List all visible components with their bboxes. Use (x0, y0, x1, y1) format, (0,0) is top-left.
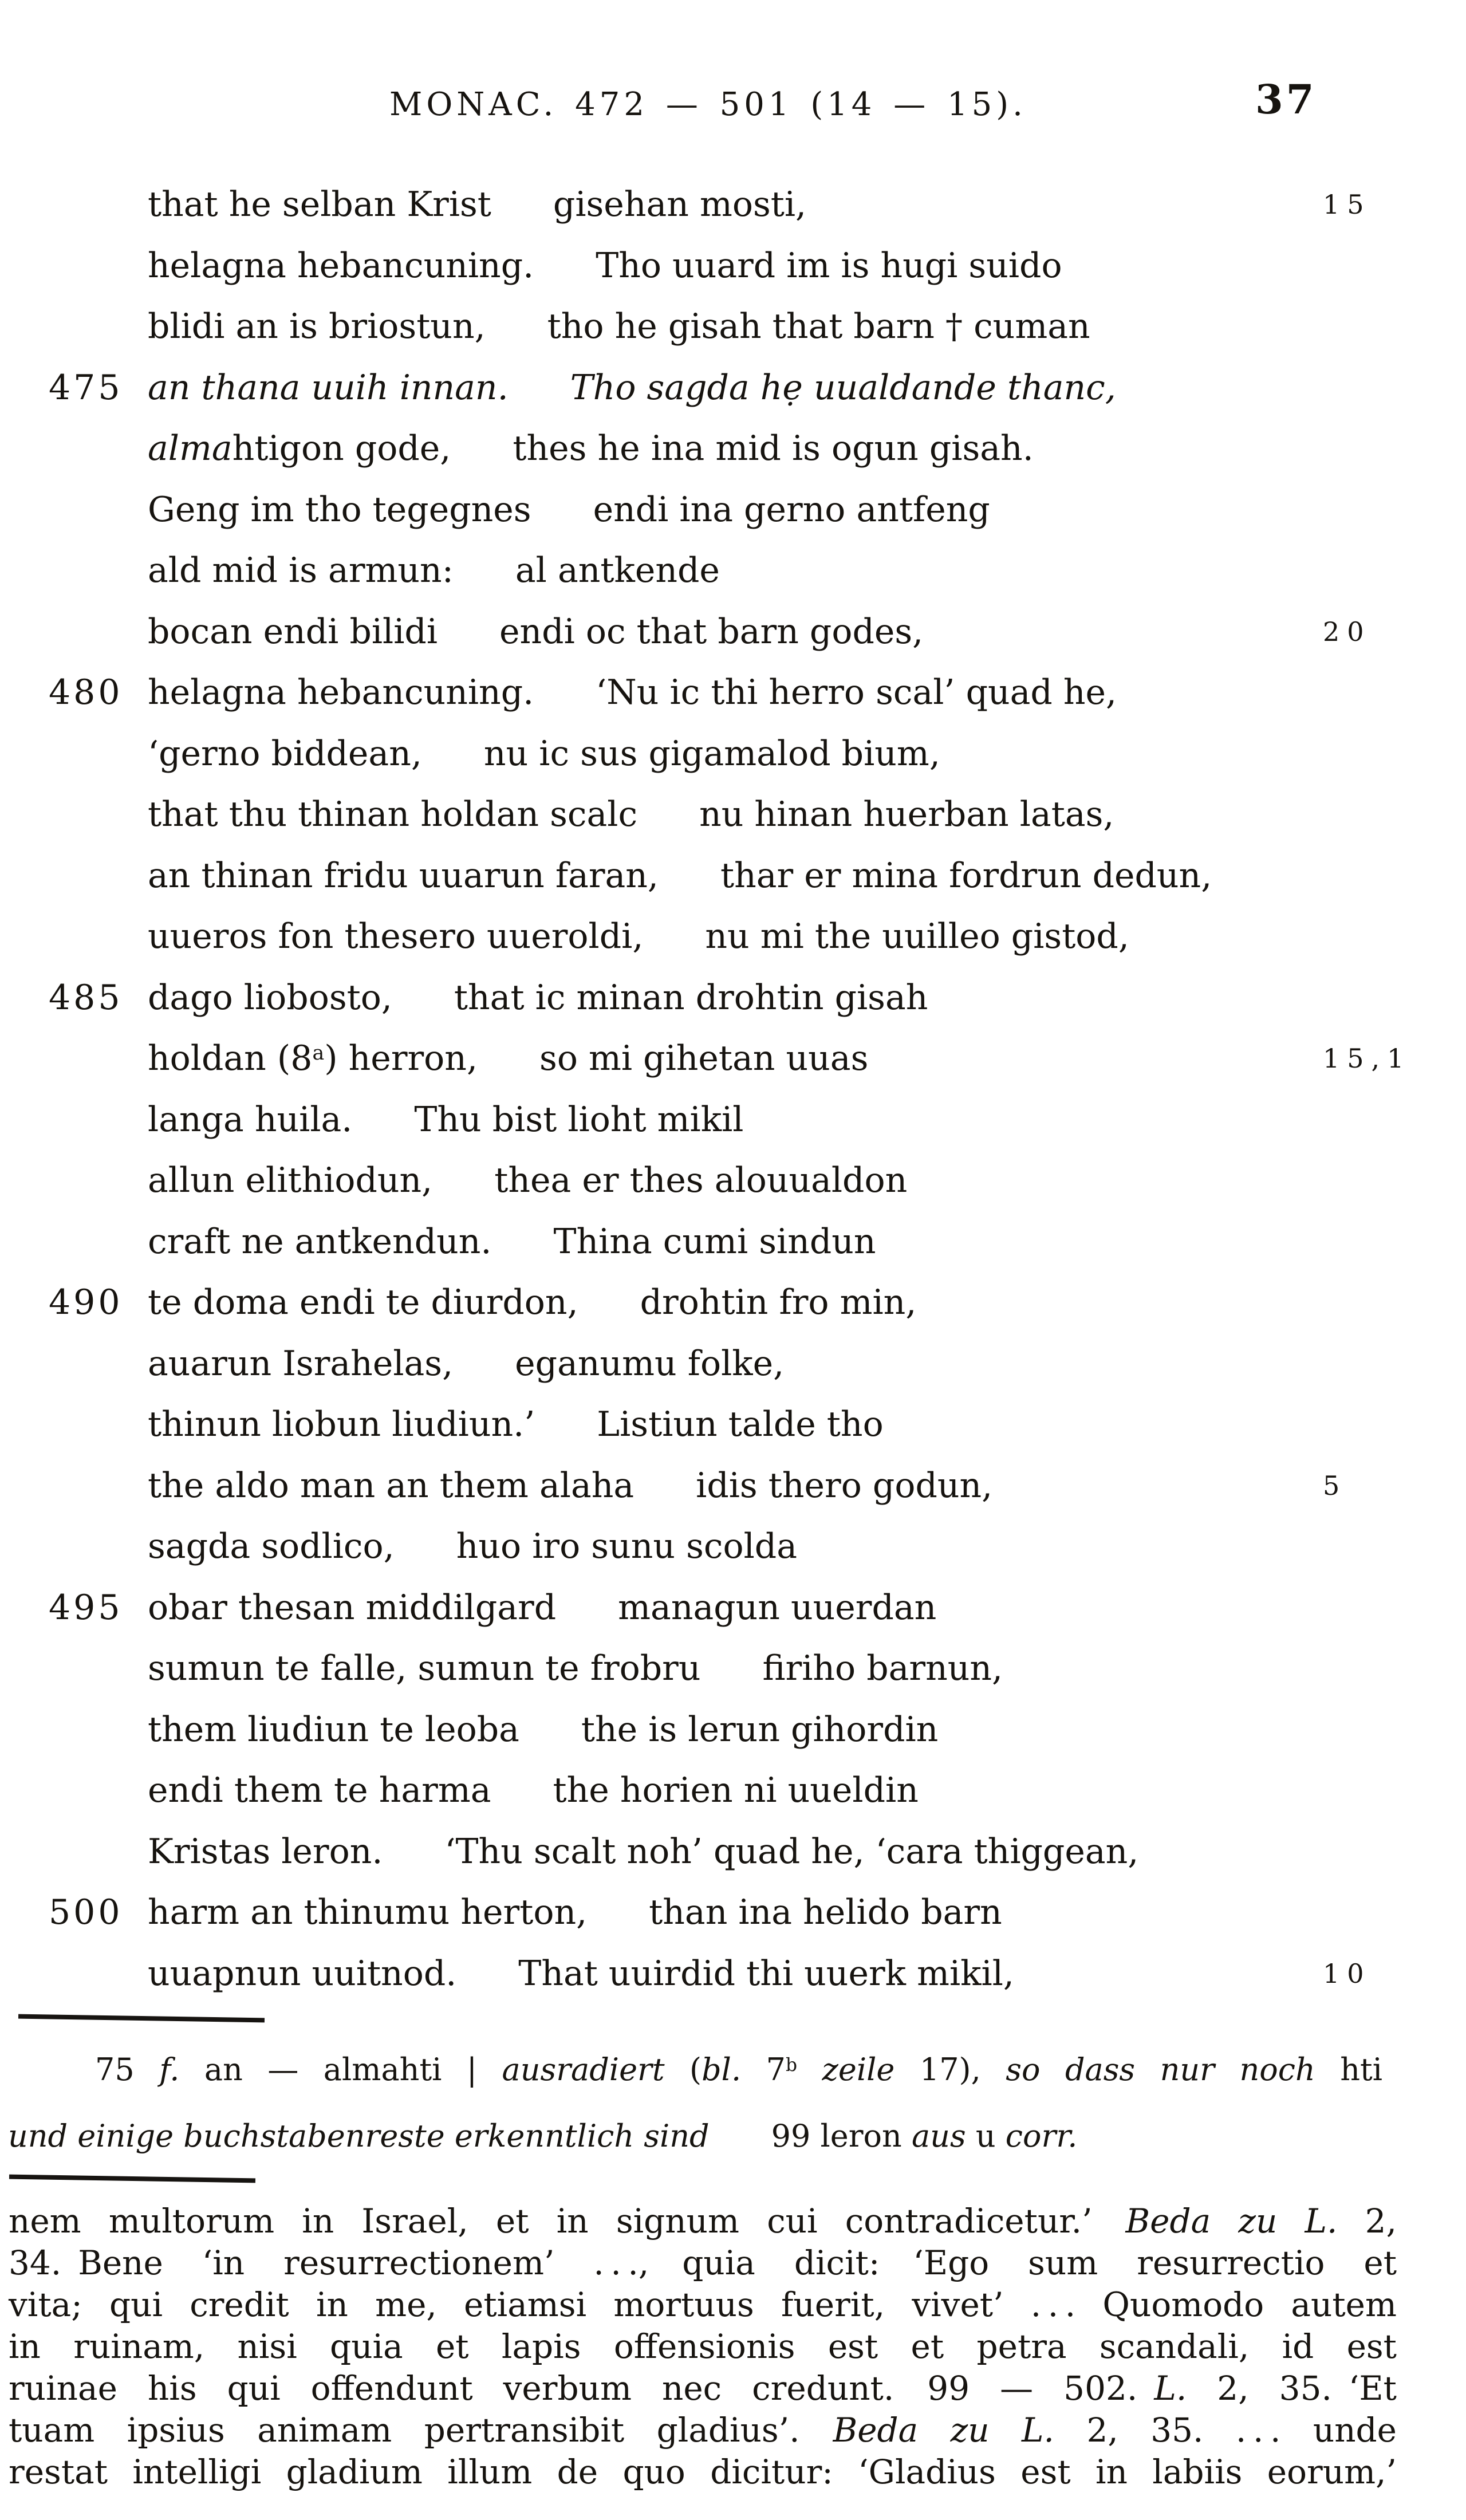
italic-text: corr. (1005, 2118, 1078, 2154)
verse-line (0, 1028, 1466, 1089)
roman-text: ( (664, 2052, 702, 2088)
roman-text: Geng im tho tegegnes (148, 489, 531, 530)
margin-verse-ref: 5 (1323, 1470, 1347, 1501)
verse-line (0, 1516, 1466, 1577)
separator-rule-bottom (9, 2175, 255, 2183)
roman-text: drohtin fro min, (640, 1282, 917, 1322)
verse-line-number: 475 (49, 367, 123, 408)
roman-text: uueros fon thesero uueroldi, (148, 916, 644, 956)
verse-text (148, 1333, 784, 1395)
verse-text (148, 1455, 992, 1517)
commentary-line (9, 2451, 1397, 2493)
italic-text: und einige buchstabenreste erkenntlich sind (8, 2118, 710, 2154)
verse-line (0, 1699, 1466, 1761)
roman-text: the horien ni uueldin (553, 1770, 919, 1810)
verse-line (0, 235, 1466, 297)
margin-verse-ref: 20 (1323, 616, 1372, 647)
verse-text (148, 418, 1034, 479)
verse-line (0, 1943, 1466, 2005)
commentary-line (9, 2326, 1397, 2368)
roman-text: thinun liobun liudiun.’ (148, 1404, 535, 1444)
roman-text: that he selban Krist (148, 184, 491, 225)
roman-text: ‘gerno biddean, (148, 733, 422, 774)
roman-text: uuapnun uuitnod. (148, 1953, 457, 1994)
italic-text: alma (148, 428, 232, 468)
verse-text (148, 174, 806, 235)
italic-text: f. (159, 2052, 180, 2088)
roman-text: that ic minan drohtin gisah (454, 977, 928, 1018)
roman-text: nu mi the uuilleo gistod, (705, 916, 1129, 956)
roman-text: thea er thes alouualdon (494, 1160, 908, 1200)
apparatus-line (8, 2105, 1382, 2167)
italic-text: an thana uuih innan. (148, 367, 509, 408)
apparatus-line (8, 2039, 1382, 2105)
roman-text: auarun Israhelas, (148, 1343, 454, 1384)
running-head: MONAC. 472 — 501 (14 — 15). (389, 86, 1027, 123)
roman-text: Tho uuard im is hugi suido (596, 245, 1062, 286)
latin-commentary (9, 2200, 1397, 2493)
roman-text: holdan (8 (148, 1038, 313, 1078)
superscript-text: b (785, 2054, 797, 2076)
verse-text (148, 1089, 743, 1151)
verse-line (0, 357, 1466, 419)
commentary-line (9, 2284, 1397, 2326)
roman-text: gisehan mosti, (553, 184, 807, 225)
verse-text (148, 1821, 1138, 1883)
roman-text: so mi gihetan uuas (539, 1038, 869, 1078)
verse-line (0, 1089, 1466, 1151)
roman-text: bocan endi bilidi (148, 611, 438, 652)
roman-text: al antkende (515, 550, 720, 590)
verse-text (148, 1150, 907, 1211)
verse-text (148, 662, 1117, 723)
roman-text: u (965, 2118, 1006, 2154)
verse-line (0, 418, 1466, 479)
roman-text: obar thesan middilgard (148, 1587, 557, 1628)
verse-line (0, 906, 1466, 967)
verse-line (0, 1821, 1466, 1883)
roman-text: thar er mina fordrun dedun, (720, 855, 1212, 896)
margin-verse-ref: 15,1 (1323, 1043, 1412, 1074)
verse-line (0, 479, 1466, 541)
roman-text: the aldo man an them alaha (148, 1465, 635, 1506)
verse-line (0, 845, 1466, 907)
verse-line-number: 490 (49, 1282, 123, 1322)
verse-line (0, 967, 1466, 1029)
italic-text: L. (1154, 2369, 1187, 2408)
roman-text: hti (1315, 2052, 1382, 2088)
roman-text: an thinan fridu uuarun faran, (148, 855, 659, 896)
superscript-text: a (312, 1041, 325, 1065)
roman-text (797, 2052, 822, 2088)
roman-text: 7 (741, 2052, 786, 2088)
roman-text: tuam ipsius animam pertransibit gladius’. (9, 2411, 833, 2450)
separator-rule-top (18, 2014, 265, 2023)
verse-text (148, 235, 1062, 297)
roman-text: nu ic sus gigamalod bium, (483, 733, 940, 774)
verse-text (148, 967, 928, 1029)
roman-text: Thu bist lioht mikil (414, 1099, 744, 1140)
verse-text (148, 1577, 936, 1639)
roman-text: Kristas leron. (148, 1831, 383, 1872)
roman-text: 17), (894, 2052, 1006, 2088)
roman-text: nu hinan huerban latas, (699, 794, 1114, 834)
verse-line (0, 1638, 1466, 1699)
verse-line-number: 480 (49, 672, 123, 712)
roman-text: craft ne antkendun. (148, 1221, 492, 1262)
verse-text (148, 1272, 916, 1333)
verse-line (0, 296, 1466, 357)
roman-text: tho he gisah that barn † cuman (547, 306, 1090, 346)
roman-text: eganumu folke, (515, 1343, 785, 1384)
verse-line (0, 1577, 1466, 1639)
roman-text: endi oc that barn godes, (499, 611, 924, 652)
margin-verse-ref: 15 (1323, 189, 1372, 220)
roman-text: sumun te falle, sumun te frobru (148, 1648, 701, 1688)
verse-text (148, 540, 720, 601)
roman-text: thes he ina mid is ogun gisah. (513, 428, 1034, 468)
roman-text: restat intelligi gladium illum de quo dicitur: ‘Gladius est in labiis eorum,’ (9, 2452, 1397, 2491)
roman-text: 2, 35. ‘Et (1187, 2369, 1397, 2408)
italic-text: ausradiert (502, 2052, 665, 2088)
roman-text: managun uuerdan (618, 1587, 937, 1628)
commentary-line (9, 2409, 1397, 2451)
italic-text: Beda zu L. (1125, 2202, 1338, 2241)
roman-text: allun elithiodun, (148, 1160, 433, 1200)
italic-text: aus (911, 2118, 966, 2154)
verse-line (0, 1455, 1466, 1517)
verse-text (148, 845, 1212, 907)
verse-text (148, 906, 1129, 967)
verse-line-number: 495 (49, 1587, 123, 1628)
roman-text: harm an thinumu herton, (148, 1892, 588, 1932)
roman-text: helagna hebancuning. (148, 245, 534, 286)
roman-text: Listiun talde tho (597, 1404, 884, 1444)
italic-text: bl. (702, 2052, 742, 2088)
margin-verse-ref: 10 (1323, 1958, 1372, 1989)
verse-text (148, 1882, 1002, 1943)
verse-block (0, 174, 1466, 2004)
verse-line (0, 784, 1466, 845)
roman-text: That uuirdid thi uuerk mikil, (518, 1953, 1014, 1994)
roman-text: endi ina gerno antfeng (593, 489, 990, 530)
verse-line (0, 174, 1466, 235)
verse-line (0, 1272, 1466, 1333)
verse-line (0, 1333, 1466, 1395)
verse-text (148, 1211, 876, 1273)
page-number: 37 (1255, 76, 1317, 123)
italic-text: zeile (822, 2052, 895, 2088)
verse-line (0, 1760, 1466, 1821)
commentary-line (9, 2242, 1397, 2284)
verse-text (148, 1699, 938, 1761)
verse-text (148, 1516, 797, 1577)
roman-text: 2, (1337, 2202, 1397, 2241)
verse-line-number: 500 (49, 1892, 123, 1932)
roman-text: 99 leron (709, 2118, 912, 2154)
roman-text: langa huila. (148, 1099, 353, 1140)
verse-text (148, 784, 1114, 845)
verse-line (0, 662, 1466, 723)
verse-text (148, 1760, 919, 1821)
verse-text (148, 1638, 1003, 1699)
roman-text: htigon gode, (232, 428, 451, 468)
roman-text: ) herron, (324, 1038, 478, 1078)
italic-text: Beda zu L. (833, 2411, 1054, 2450)
roman-text: blidi an is briostun, (148, 306, 486, 346)
roman-text: endi them te harma (148, 1770, 491, 1810)
critical-apparatus (8, 2039, 1382, 2167)
verse-text (148, 723, 940, 785)
verse-text (148, 479, 990, 541)
commentary-line (9, 2200, 1397, 2242)
roman-text: 2, 35. . . . unde (1054, 2411, 1397, 2450)
roman-text: than ina helido barn (649, 1892, 1002, 1932)
roman-text: an — almahti | (179, 2052, 502, 2088)
verse-text (148, 601, 923, 663)
roman-text: them liudiun te leoba (148, 1709, 519, 1750)
roman-text: ‘Nu ic thi herro scal’ quad he, (596, 672, 1117, 712)
verse-text (148, 1028, 868, 1094)
verse-line (0, 1394, 1466, 1455)
verse-text (148, 1943, 1014, 2005)
roman-text: the is lerun gihordin (581, 1709, 939, 1750)
roman-text: that thu thinan holdan scalc (148, 794, 638, 834)
roman-text: 34. Bene ‘in resurrectionem’ . . ., quia dicit: ‘Ego sum resurrectio et (9, 2243, 1397, 2282)
roman-text: firiho barnun, (762, 1648, 1003, 1688)
commentary-line (9, 2368, 1397, 2409)
roman-text: te doma endi te diurdon, (148, 1282, 578, 1322)
roman-text: ald mid is armun: (148, 550, 454, 590)
roman-text: Thina cumi sindun (553, 1221, 876, 1262)
roman-text: sagda sodlico, (148, 1526, 395, 1566)
italic-text: so dass nur noch (1006, 2052, 1315, 2088)
roman-text: nem multorum in Israel, et in signum cui contradicetur.’ (9, 2202, 1126, 2241)
verse-line (0, 1211, 1466, 1273)
roman-text: dago liobosto, (148, 977, 392, 1018)
roman-text: idis thero godun, (696, 1465, 993, 1506)
roman-text: 75 (95, 2052, 160, 2088)
italic-text: Tho sagda hẹ uualdande thanc, (570, 367, 1116, 408)
roman-text: ‘Thu scalt noh’ quad he, ‘cara thiggean, (444, 1831, 1139, 1872)
verse-line (0, 723, 1466, 785)
verse-text (148, 1394, 884, 1455)
roman-text: helagna hebancuning. (148, 672, 534, 712)
verse-line (0, 1150, 1466, 1211)
roman-text: ruinae his qui offendunt verbum nec credunt. 99 — 502. (9, 2369, 1154, 2408)
roman-text: huo iro sunu scolda (456, 1526, 797, 1566)
verse-text (148, 296, 1090, 357)
roman-text: in ruinam, nisi quia et lapis offensionis est et petra scandali, id est (9, 2327, 1397, 2366)
verse-line (0, 1882, 1466, 1943)
verse-text (148, 357, 1116, 419)
verse-line (0, 601, 1466, 663)
roman-text: vita; qui credit in me, etiamsi mortuus fuerit, vivet’ . . . Quomodo autem (9, 2285, 1397, 2324)
verse-line (0, 540, 1466, 601)
verse-line-number: 485 (49, 977, 123, 1018)
